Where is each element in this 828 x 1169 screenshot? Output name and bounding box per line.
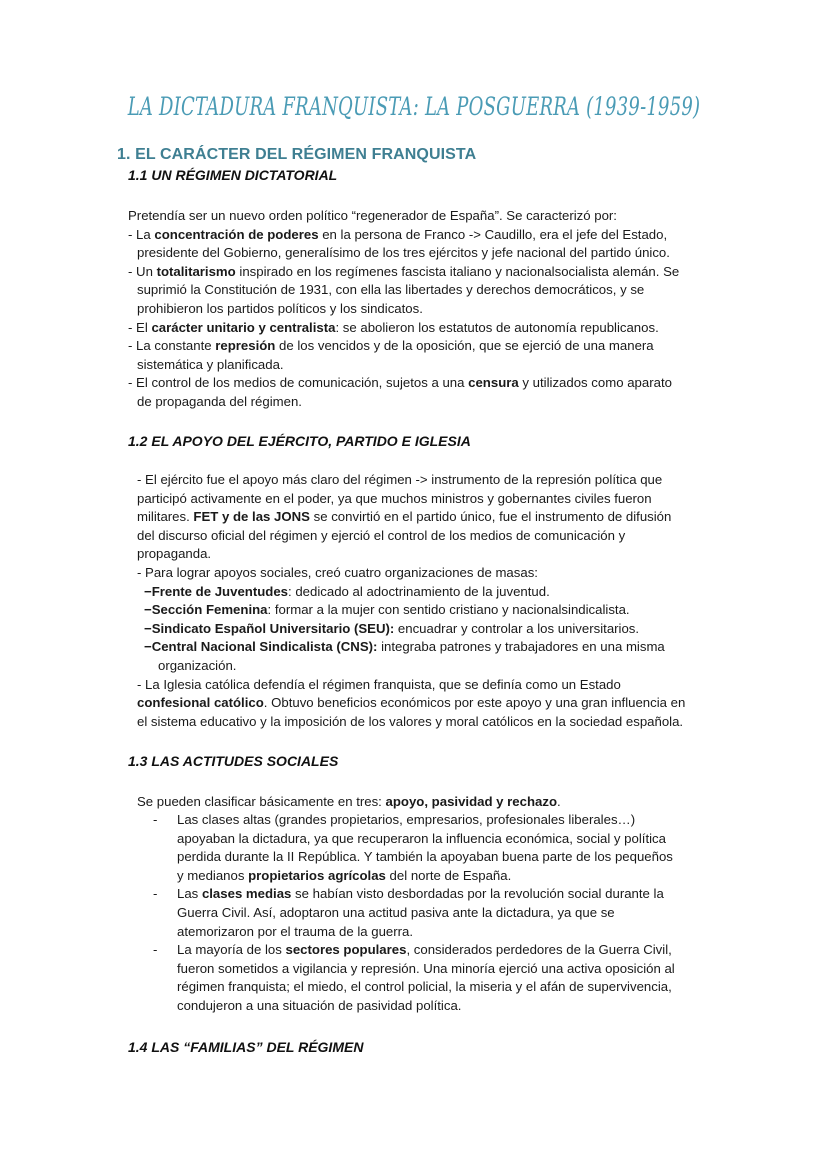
- paragraph-cont: participó activamente en el poder, ya que muchos ministros y gobernantes civiles fueron: [137, 490, 652, 506]
- list-item: - La mayoría de los sectores populares, considerados perdedores de la Guerra Civil, fueron sometidos a vigilancia y represión. Una minoría ejerció una activa oposición al régimen franquista; el miedo, el control policial, la miseria y el afán de supervivencia, condujeron a una situación de pasividad política.: [153, 942, 675, 1013]
- list-item-cont: prohibieron los partidos políticos y los sindicatos.: [137, 300, 423, 316]
- paragraph-cont: militares. FET y de las JONS se convirtió en el partido único, fue el instrumento de difusión: [137, 509, 672, 525]
- list-item: −Frente de Juventudes: dedicado al adoctrinamiento de la juventud.: [144, 583, 550, 599]
- paragraph: Se pueden clasificar básicamente en tres: apoyo, pasividad y rechazo.: [137, 794, 561, 809]
- list-item: - Un totalitarismo inspirado en los regímenes fascista italiano y nacionalsocialista alemán. Se: [128, 263, 680, 279]
- section-1-heading: 1. EL CARÁCTER DEL RÉGIMEN FRANQUISTA: [117, 146, 477, 163]
- list-item-cont: sistemática y planificada.: [137, 356, 284, 372]
- paragraph: Pretendía ser un nuevo orden político “regenerador de España”. Se caracterizó por:: [128, 208, 617, 223]
- section-1-3-list: [153, 811, 675, 1016]
- list-item: - El carácter unitario y centralista: se abolieron los estatutos de autonomía republicanos.: [128, 319, 659, 335]
- paragraph: - La Iglesia católica defendía el régimen franquista, que se definía como un Estado: [137, 676, 621, 692]
- list-item-cont: suprimió la Constitución de 1931, con ella las libertades y derechos democráticos, y se: [137, 282, 645, 298]
- section-1-2-heading: 1.2 EL APOYO DEL EJÉRCITO, PARTIDO E IGLESIA: [128, 433, 471, 449]
- list-item: −Central Nacional Sindicalista (CNS): integraba patrones y trabajadores en una misma: [144, 639, 665, 655]
- paragraph-cont: del discurso oficial del régimen y ejerció el control de los medios de comunicación y: [137, 527, 626, 543]
- list-item: −Sección Femenina: formar a la mujer con sentido cristiano y nacionalsindicalista.: [144, 602, 630, 618]
- list-item: - El control de los medios de comunicación, sujetos a una censura y utilizados como aparato: [128, 375, 672, 391]
- list-item: - La concentración de poderes en la persona de Franco -> Caudillo, era el jefe del Estado,: [128, 226, 668, 242]
- list-item: - Las clases altas (grandes propietarios, empresarios, profesionales liberales…) apoyaban la dictadura, ya que recuperaron la influencia económica, social y política perdida durante la II República. Y también la apoyaban buena parte de los pequeños y medianos propietarios agrícolas del norte de España.: [153, 812, 673, 883]
- section-1-1-heading: 1.1 UN RÉGIMEN DICTATORIAL: [128, 167, 338, 183]
- section-1-2-body: [137, 471, 685, 731]
- list-item-cont: de propaganda del régimen.: [137, 393, 302, 409]
- paragraph: - Para lograr apoyos sociales, creó cuatro organizaciones de masas:: [137, 564, 538, 580]
- list-item-cont: organización.: [158, 657, 237, 673]
- paragraph-cont: propaganda.: [137, 546, 212, 562]
- paragraph-cont: confesional católico. Obtuvo beneficios económicos por este apoyo y una gran influencia en: [137, 695, 686, 711]
- paragraph: - El ejército fue el apoyo más claro del régimen -> instrumento de la represión política que: [137, 472, 663, 487]
- list-item: - La constante represión de los vencidos y de la oposición, que se ejerció de una manera: [128, 338, 654, 354]
- list-item: −Sindicato Español Universitario (SEU): encuadrar y controlar a los universitarios.: [144, 620, 640, 636]
- list-item: - Las clases medias se habían visto desbordadas por la revolución social durante la Guerra Civil. Así, adoptaron una actitud pasiva ante la dictadura, ya que se atemorizaron por el trauma de la guerra.: [153, 886, 664, 939]
- section-1-3-body: [137, 793, 561, 812]
- section-1-3-heading: 1.3 LAS ACTITUDES SOCIALES: [128, 753, 339, 769]
- list-item-cont: presidente del Gobierno, generalísimo de los tres ejércitos y jefe nacional del partido único.: [137, 245, 670, 261]
- document-title: LA DICTADURA FRANQUISTA: LA POSGUERRA (1939-1959): [127, 92, 701, 121]
- section-1-1-body: [128, 207, 679, 412]
- paragraph-cont: el sistema educativo y la imposición de los valores y moral católicos en la sociedad española.: [137, 713, 684, 729]
- section-1-4-heading: 1.4 LAS “FAMILIAS” DEL RÉGIMEN: [128, 1039, 364, 1055]
